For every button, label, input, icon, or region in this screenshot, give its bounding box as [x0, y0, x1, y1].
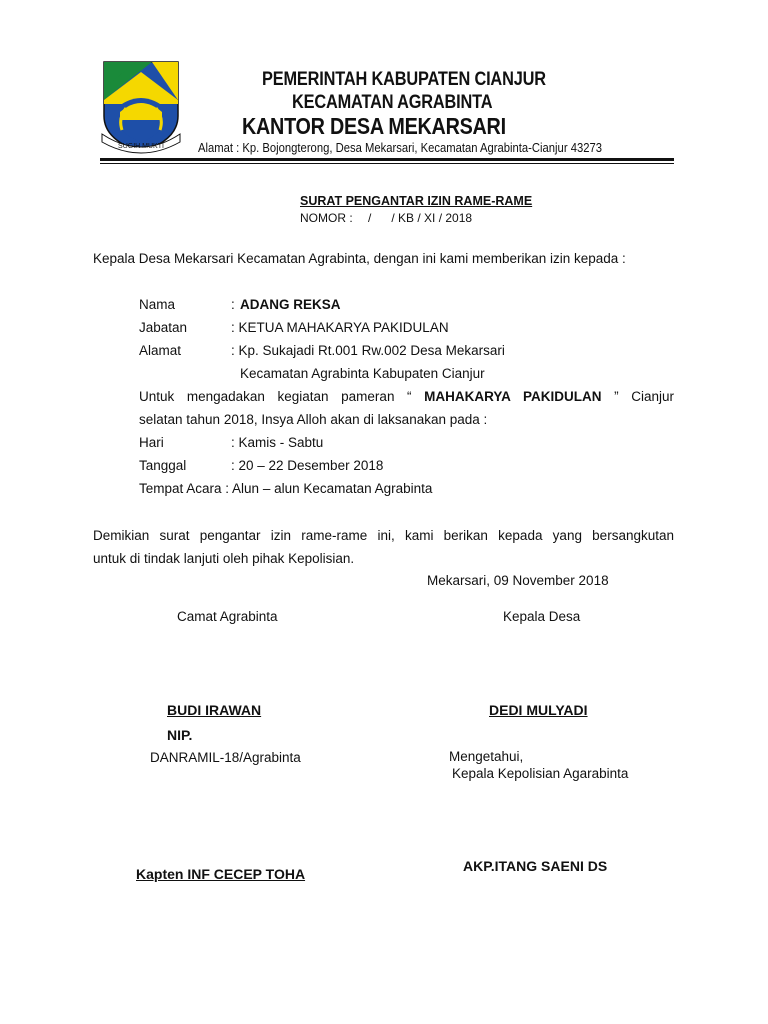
- letter-number-value: / / KB / XI / 2018: [368, 211, 473, 225]
- schedule-tempat: Tempat Acara : Alun – alun Kecamatan Agrabinta: [139, 481, 433, 496]
- purpose-line1: [139, 389, 674, 404]
- field-alamat-value-line1: : Kp. Sukajadi Rt.001 Rw.002 Desa Mekarsari: [231, 343, 505, 358]
- field-nama-label: Nama: [139, 297, 176, 312]
- danramil-name: Kapten INF CECEP TOHA: [136, 866, 306, 882]
- schedule-tanggal-value: : 20 – 22 Desember 2018: [231, 458, 384, 473]
- field-alamat-label: Alamat: [139, 343, 182, 358]
- camat-title: Camat Agrabinta: [177, 609, 278, 624]
- kades-title: Kepala Desa: [503, 609, 581, 624]
- letterhead-line1: PEMERINTAH KABUPATEN CIANJUR: [262, 69, 546, 90]
- camat-nip: NIP.: [167, 727, 193, 743]
- field-alamat-value-line2: Kecamatan Agrabinta Kabupaten Cianjur: [240, 366, 485, 381]
- place-date: Mekarsari, 09 November 2018: [427, 573, 609, 588]
- closing-line1: Demikian surat pengantar izin rame-rame ini, kami berikan kepada yang bersangkutan: [93, 528, 674, 543]
- schedule-hari-label: Hari: [139, 435, 164, 450]
- regency-crest-logo: [100, 60, 182, 158]
- purpose-line2: selatan tahun 2018, Insya Alloh akan di laksanakan pada :: [139, 412, 488, 427]
- schedule-hari-value: : Kamis - Sabtu: [231, 435, 324, 450]
- purpose-prefix: Untuk mengadakan kegiatan pameran “: [139, 389, 412, 404]
- kades-name: DEDI MULYADI: [489, 702, 588, 718]
- schedule-tanggal-label: Tanggal: [139, 458, 187, 473]
- letter-title: SURAT PENGANTAR IZIN RAME-RAME: [300, 194, 533, 208]
- intro-paragraph: Kepala Desa Mekarsari Kecamatan Agrabinta, dengan ini kami memberikan izin kepada :: [93, 251, 626, 266]
- letterhead-address: Alamat : Kp. Bojongterong, Desa Mekarsari, Kecamatan Agrabinta-Cianjur 43273: [198, 141, 602, 155]
- purpose-event-name: MAHAKARYA PAKIDULAN: [424, 389, 602, 404]
- letterhead-office-title: KANTOR DESA MEKARSARI: [242, 113, 506, 139]
- camat-name: BUDI IRAWAN: [167, 702, 262, 718]
- field-nama-colon: :: [231, 297, 235, 312]
- kapolsek-title: Kepala Kepolisian Agarabinta: [452, 766, 629, 781]
- letterhead-rule-thin: [100, 163, 674, 164]
- letterhead-rule-thick: [100, 158, 674, 161]
- field-nama-value: ADANG REKSA: [240, 297, 341, 312]
- closing-line2: untuk di tindak lanjuti oleh pihak Kepolisian.: [93, 551, 355, 566]
- logo-motto: SUGIH MUKTI: [118, 143, 164, 150]
- letter-number-label: NOMOR :: [300, 211, 353, 225]
- mengetahui-label: Mengetahui,: [449, 749, 524, 764]
- danramil-title: DANRAMIL-18/Agrabinta: [150, 750, 301, 765]
- field-jabatan-value: : KETUA MAHAKARYA PAKIDULAN: [231, 320, 449, 335]
- purpose-suffix: ” Cianjur: [614, 389, 674, 404]
- kapolsek-name: AKP.ITANG SAENI DS: [463, 858, 608, 874]
- field-jabatan-label: Jabatan: [139, 320, 188, 335]
- letterhead-line2: KECAMATAN AGRABINTA: [292, 92, 493, 113]
